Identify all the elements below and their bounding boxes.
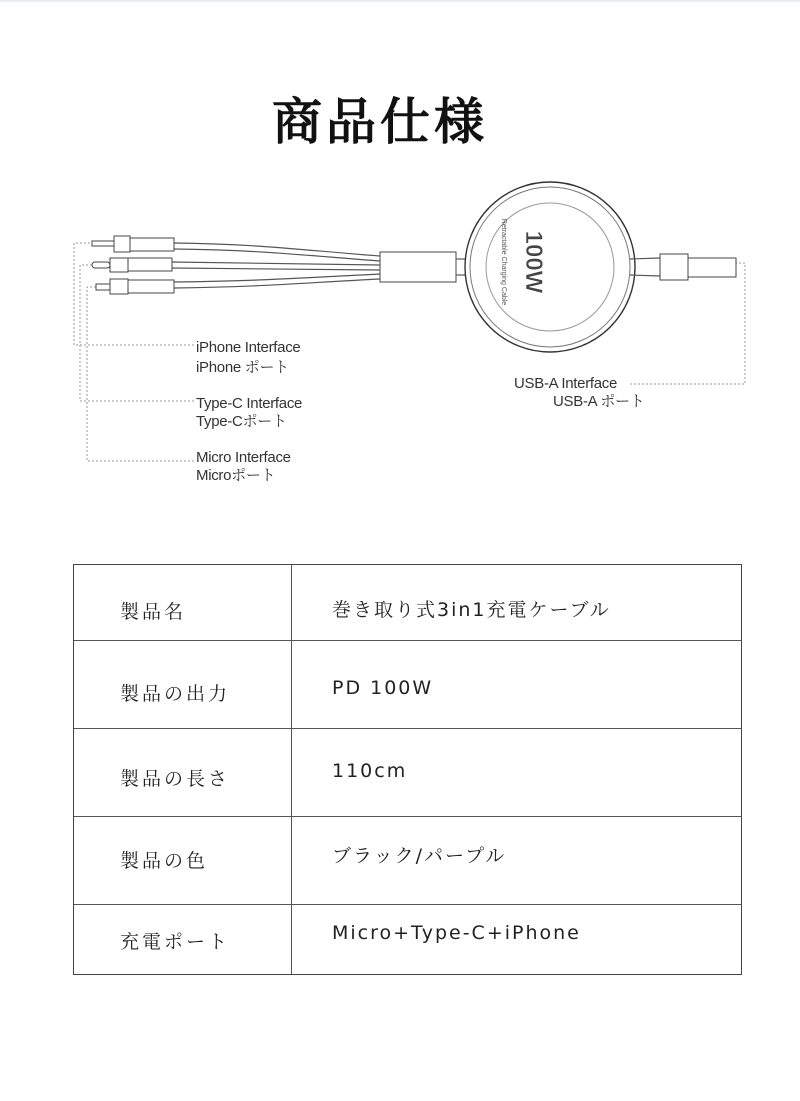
row-label: 製品の長さ [120,768,231,790]
row-value: ブラック/パープル [332,845,507,867]
micro-port-label: Microポート [196,467,276,484]
usb-a-port-label: USB-A ポート [553,393,645,410]
table-row [74,641,741,729]
top-divider [0,0,800,2]
row-label: 製品名 [120,601,187,623]
type-c-interface-label: Type-C Interface [196,395,303,412]
row-value: 110cm [332,760,408,782]
page-title: 商品仕様 [272,93,488,151]
iphone-connector [92,236,174,252]
row-value: 巻き取り式3in1充電ケーブル [332,599,611,621]
merger-sleeve [380,252,456,282]
reel-label: 100W [520,230,547,294]
iphone-port-label: iPhone ポート [196,359,289,376]
table-row [74,817,741,905]
row-label: 製品の色 [120,850,209,872]
spec-table [73,564,742,975]
connector-cables [172,243,380,288]
usb-a-connector [660,254,736,280]
usb-a-interface-label: USB-A Interface [514,375,618,392]
iphone-interface-label: iPhone Interface [196,339,301,356]
row-value: Micro+Type-C+iPhone [332,922,581,944]
reel-sublabel: Retractable Charging Cable [500,218,507,306]
micro-interface-label: Micro Interface [196,449,291,466]
table-row [74,905,741,974]
cable-diagram [0,180,800,500]
type-c-connector [92,258,172,272]
row-label: 製品の出力 [120,683,231,705]
type-c-port-label: Type-Cポート [196,413,287,430]
micro-connector [96,279,174,294]
row-label: 充電ポート [120,931,231,953]
cable-reel [465,182,635,352]
table-row [74,565,741,641]
row-value: PD 100W [332,677,434,699]
table-row [74,729,741,817]
